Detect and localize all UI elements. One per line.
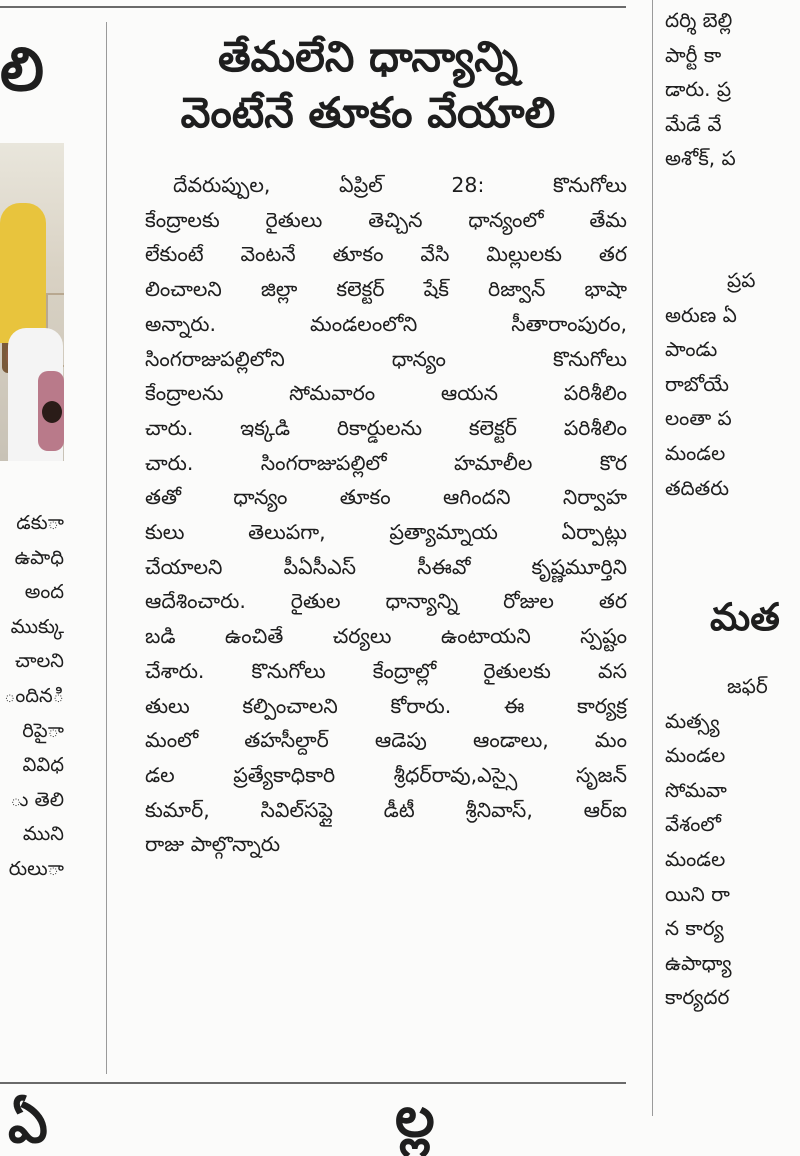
right-text-line: యిని రా: [665, 881, 730, 906]
article-body-line: చేయాలని పీఏసీఎస్ సీఈవో కృష్ణమూర్తిని: [145, 554, 627, 579]
right-text-line: మేడే వే: [665, 111, 722, 136]
right-text-line: మండల: [665, 743, 726, 768]
right-text-line: దర్శి బెల్లి: [665, 8, 733, 32]
right-text-line: లంతా ప: [665, 406, 732, 431]
left-text-line: ముక్కు: [10, 614, 64, 638]
article-body-line: తతో ధాన్యం తూకం ఆగిందని నిర్వాహ: [145, 485, 627, 510]
right-text-line: న కార్య: [665, 916, 724, 941]
left-text-line: ు తెలి: [10, 787, 64, 811]
article-body-line: ఆదేశించారు. రైతుల ధాన్యాన్ని రోజుల తర: [145, 589, 627, 614]
right-text-line: మండల: [665, 847, 726, 871]
article-body-line: చారు. ఇక్కడి రికార్డులను కలెక్టర్ పరిశీలిం: [145, 415, 627, 440]
left-text-line: ఉపాధి: [14, 545, 64, 569]
right-text-line: కార్యదర: [665, 985, 730, 1010]
left-text-line: అంద: [24, 580, 64, 604]
article-body-line: రాజు పాల్గొన్నారు: [145, 832, 281, 857]
article-body-line: చేశారు. కొనుగోలు కేంద్రాల్లో రైతులకు వస: [145, 658, 627, 683]
article-body-line: దేవరుప్పుల, ఏప్రిల్ 28: కొనుగోలు: [173, 173, 627, 197]
article-body-line: అన్నారు. మండలంలోని సీతారాంపురం,: [145, 311, 627, 336]
right-text-line: జఫర్: [727, 674, 768, 698]
article-body-line: తులు కల్పించాలని కోరారు. ఈ కార్యక్ర: [145, 693, 627, 718]
left-headline-fragment: లి: [0, 35, 44, 105]
left-text-line: ిందిన: [4, 684, 64, 707]
article-body-line: కేంద్రాలకు రైతులు తెచ్చిన ధాన్యంలో తేమ: [145, 207, 627, 232]
news-photo: [0, 143, 64, 461]
right-text-line: అశోక్, ప: [665, 146, 736, 171]
left-text-line: ాడకు: [16, 511, 64, 534]
right-text-line: వేశంలో: [665, 812, 721, 837]
article-bottom-rule: [0, 1082, 626, 1084]
article-body-line: కేంద్రాలను సోమవారం ఆయన పరిశీలిం: [145, 381, 627, 406]
right-subheading: మత: [710, 595, 780, 639]
left-text-line: వివిధ: [22, 753, 64, 777]
right-text-line: మండల: [665, 441, 726, 465]
right-text-line: పాండు: [665, 337, 718, 362]
right-text-line: సోమవా: [665, 777, 727, 802]
article-body-line: సింగరాజుపల్లిలోని ధాన్యం కొనుగోలు: [145, 346, 627, 371]
right-text-line: మత్స్య: [665, 708, 720, 733]
right-text-line: తదితరు: [665, 475, 730, 500]
next-headline-fragment-right: ల్ల: [395, 1085, 435, 1150]
right-text-line: ఉపాధ్యా: [665, 950, 732, 975]
top-rule: [0, 6, 626, 8]
article-body-line: కుమార్, సివిల్‌సప్లై డీటీ శ్రీనివాస్, ఆర్ఐ: [145, 797, 627, 822]
article-body-line: చారు. సింగరాజుపల్లిలో హమాలీల కొర: [145, 450, 627, 475]
article-body-line: డల ప్రత్యేకాధికారి శ్రీధర్‌రావు,ఎస్సై సృజన్: [145, 762, 627, 787]
column-divider-left: [106, 22, 107, 1074]
right-text-line: పార్టీ కా: [665, 42, 722, 67]
right-text-line: రాబోయే: [665, 371, 729, 396]
right-text-line: అరుణ ఏ: [665, 302, 737, 327]
left-text-line: ముని: [22, 822, 64, 846]
next-headline-fragment-left: ఏ: [8, 1091, 48, 1156]
article-title-line-2: వెంటేనే తూకం వేయాలి: [180, 88, 556, 137]
right-column: [665, 0, 800, 1116]
article-body-line: బడి ఉంచితే చర్యలు ఉంటాయని స్పష్టం: [145, 624, 627, 649]
left-text-line: చాలని: [14, 649, 64, 673]
article-body-line: లించాలని జిల్లా కలెక్టర్ షేక్ రిజ్వాన్ భాషా: [145, 277, 627, 302]
article-body-line: లేకుంటే వెంటనే తూకం వేసి మిల్లులకు తర: [145, 242, 627, 267]
left-text-line: ారులు: [8, 857, 64, 880]
right-text-line: డారు. ప్ర: [665, 77, 732, 102]
left-text-line: ారిపై: [22, 718, 64, 742]
article-body-line: కులు తెలుపగా, ప్రత్యామ్నాయ ఏర్పాట్లు: [145, 520, 627, 544]
right-text-line: ప్రప: [727, 268, 756, 292]
column-divider-right: [652, 0, 653, 1116]
article-title-line-1: తేమలేని ధాన్యాన్ని: [217, 32, 519, 81]
article-body-line: మంలో తహసీల్దార్ ఆడెపు ఆండాలు, మం: [145, 728, 627, 753]
